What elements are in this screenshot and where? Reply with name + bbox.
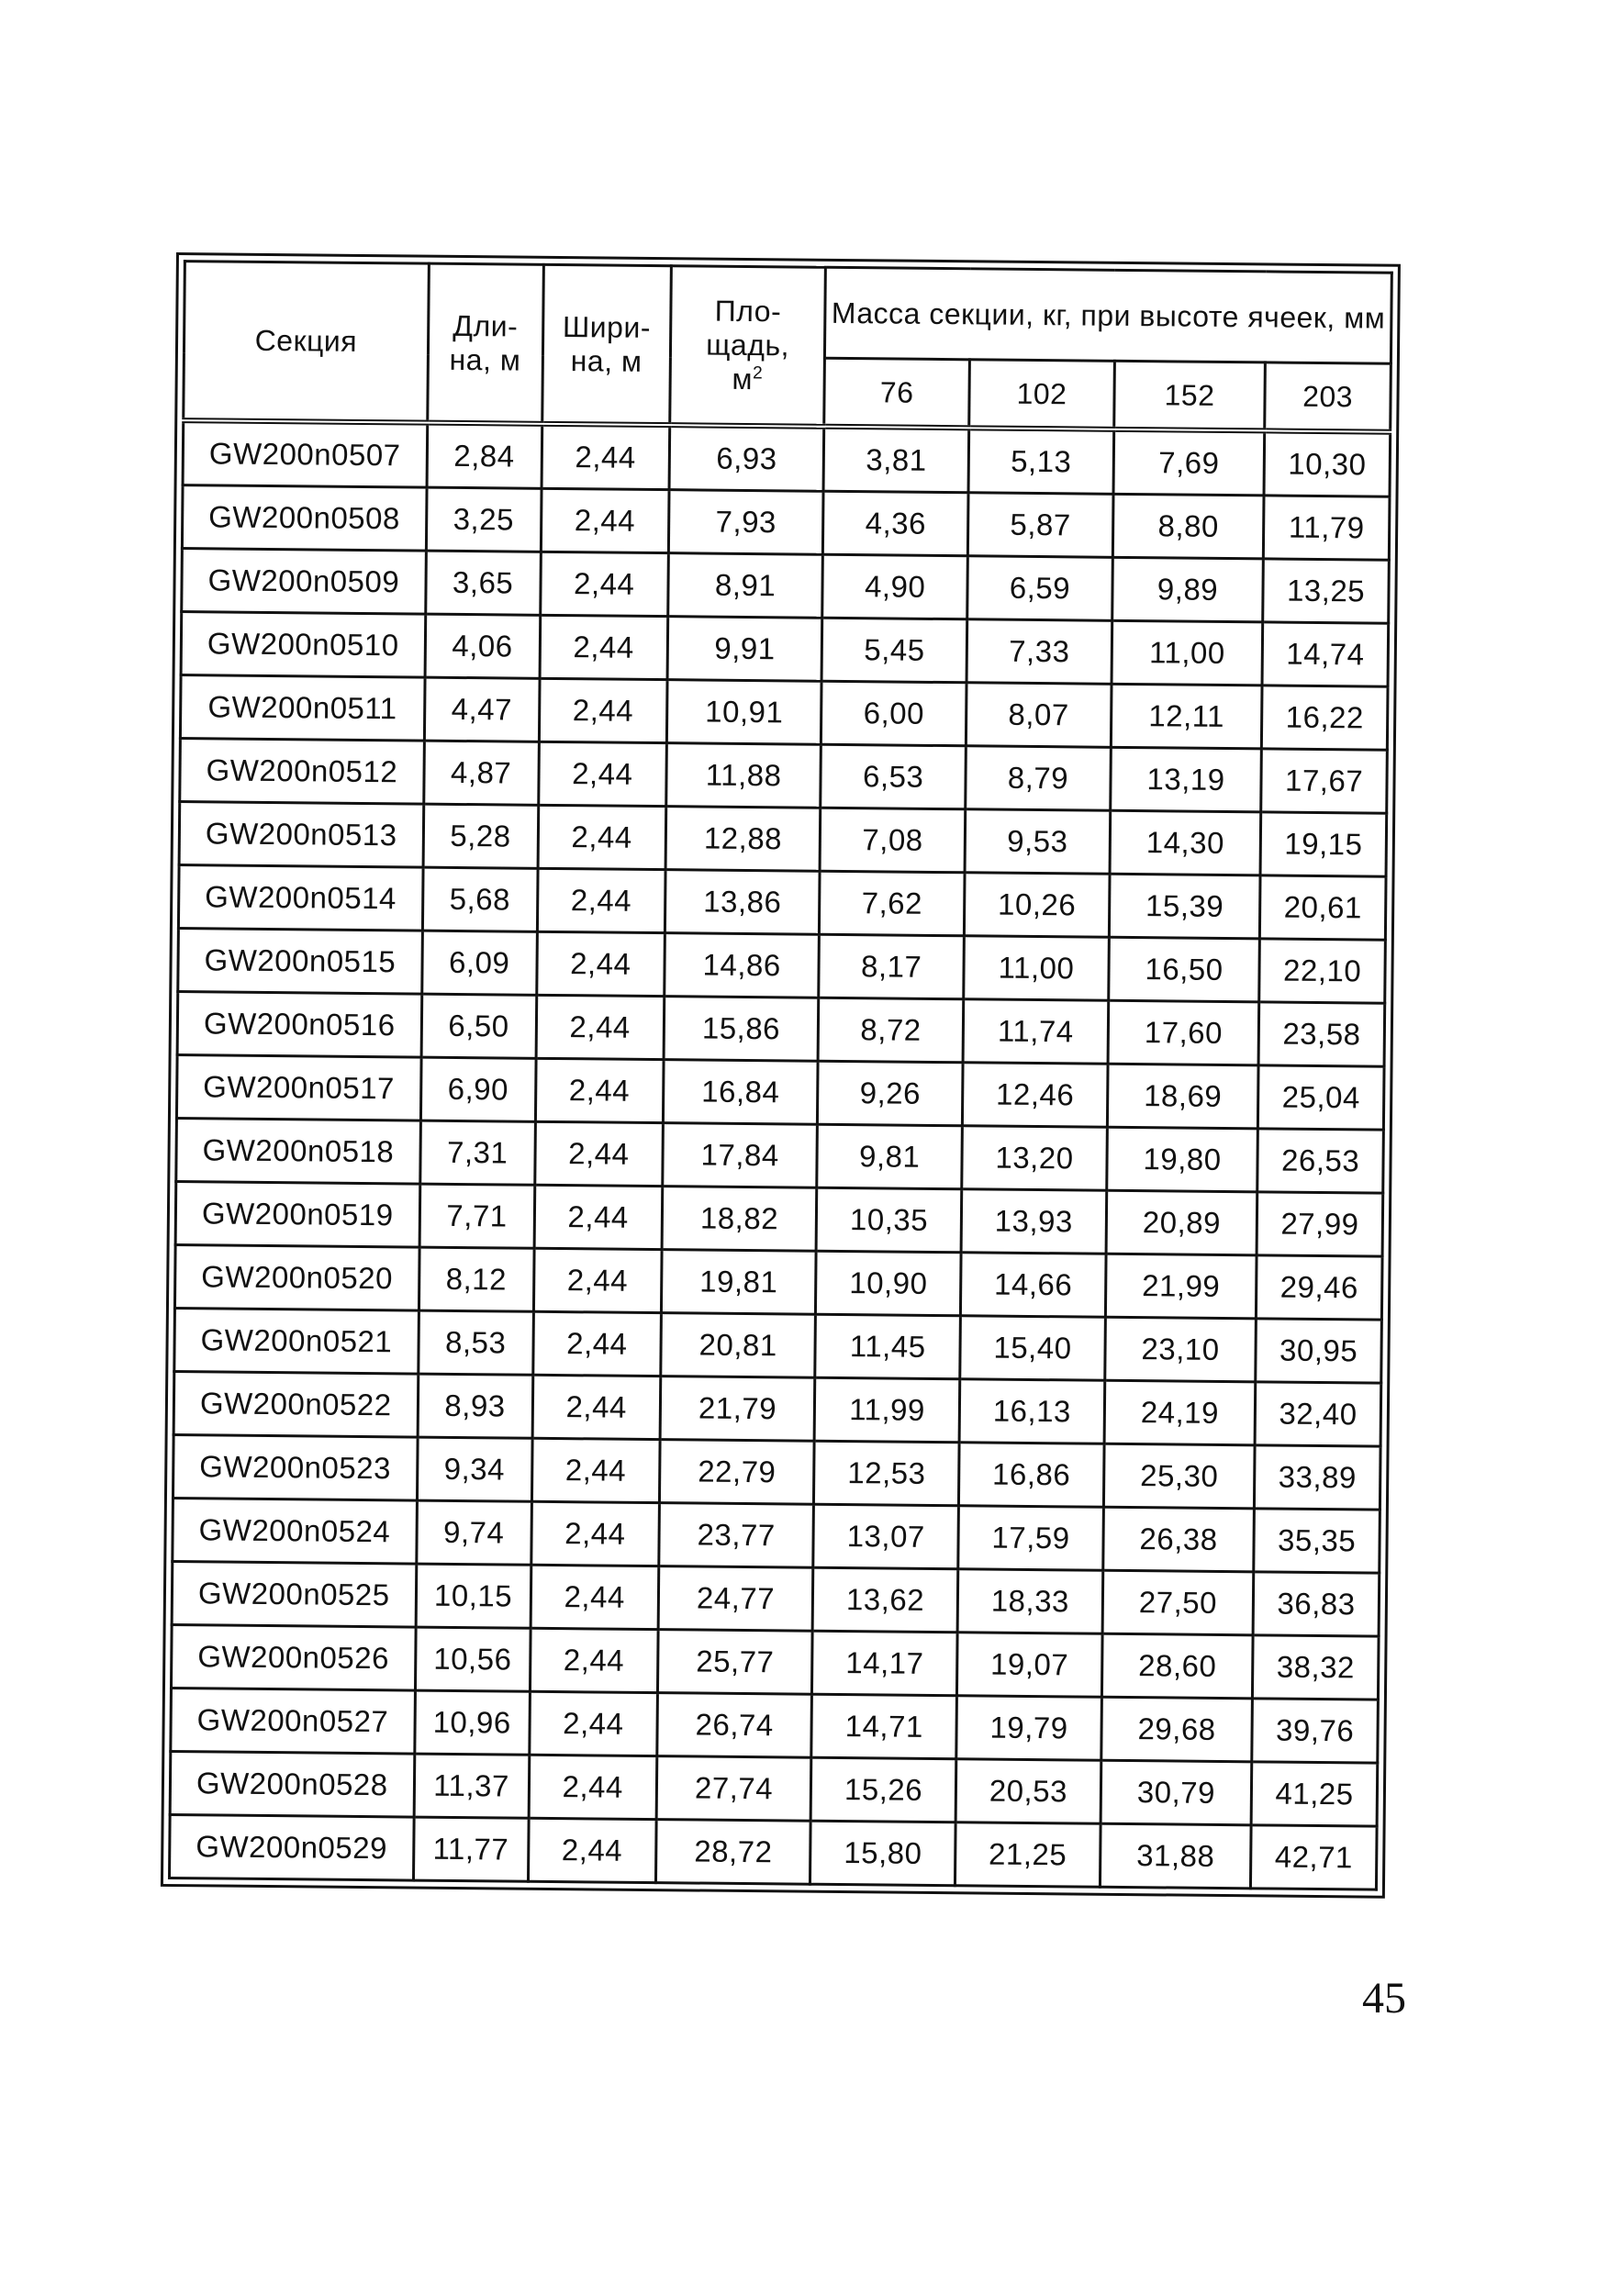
- cell-mass-203: 17,67: [1261, 749, 1387, 813]
- header-height-203: 203: [1265, 362, 1391, 432]
- cell-area: 18,82: [662, 1187, 817, 1252]
- header-length: [427, 263, 543, 424]
- table-row: [174, 1245, 1382, 1321]
- cell-mass-76: 8,72: [818, 998, 963, 1063]
- table-row: [173, 1372, 1381, 1447]
- table-row: [179, 802, 1387, 877]
- cell-area: 21,79: [660, 1376, 815, 1442]
- cell-section: GW200n0514: [178, 865, 422, 931]
- cell-mass-152: 25,30: [1103, 1443, 1255, 1509]
- cell-width: 2,44: [539, 678, 667, 742]
- cell-section: GW200n0519: [175, 1182, 419, 1248]
- cell-area: 7,93: [668, 490, 823, 555]
- cell-width: 2,44: [538, 741, 666, 806]
- cell-width: 2,44: [537, 868, 665, 932]
- cell-mass-152: 18,69: [1107, 1064, 1258, 1129]
- header-height-76: 76: [824, 358, 970, 428]
- cell-length: 3,65: [425, 551, 541, 615]
- cell-area: 22,79: [659, 1440, 814, 1505]
- cell-section: GW200n0527: [171, 1689, 415, 1755]
- cell-mass-203: 11,79: [1264, 496, 1390, 560]
- cell-mass-76: 6,53: [821, 744, 966, 809]
- cell-length: 10,96: [414, 1690, 530, 1755]
- cell-mass-76: 8,17: [819, 934, 964, 999]
- cell-width: 2,44: [535, 1058, 664, 1122]
- cell-mass-203: 42,71: [1251, 1825, 1377, 1889]
- cell-area: 11,88: [666, 743, 821, 808]
- table-row: [172, 1562, 1380, 1637]
- cell-mass-152: 11,00: [1112, 620, 1263, 685]
- cell-section: GW200n0521: [174, 1309, 419, 1375]
- cell-mass-102: 12,46: [962, 1063, 1107, 1128]
- cell-mass-76: 14,71: [811, 1694, 956, 1759]
- cell-mass-102: 11,74: [963, 999, 1108, 1064]
- table-row: [182, 549, 1390, 624]
- cell-width: 2,44: [529, 1755, 657, 1819]
- cell-area: 9,91: [667, 617, 822, 682]
- table-row: [180, 675, 1388, 751]
- cell-mass-203: 30,95: [1256, 1319, 1381, 1383]
- cell-mass-76: 7,62: [820, 871, 965, 936]
- cell-mass-102: 14,66: [960, 1253, 1105, 1318]
- cell-section: GW200n0512: [180, 739, 424, 805]
- cell-length: 2,84: [427, 423, 542, 489]
- cell-length: 3,25: [426, 487, 542, 552]
- cell-mass-203: 14,74: [1262, 622, 1388, 686]
- cell-mass-102: 19,07: [956, 1633, 1101, 1698]
- cell-length: 10,56: [415, 1627, 531, 1691]
- cell-mass-203: 39,76: [1252, 1699, 1378, 1763]
- table-row: [170, 1752, 1378, 1827]
- cell-length: 5,28: [423, 804, 539, 868]
- cell-mass-76: 6,00: [821, 681, 967, 746]
- cell-length: 8,53: [418, 1310, 533, 1375]
- cell-mass-76: 9,26: [818, 1061, 963, 1126]
- cell-width: 2,44: [529, 1691, 657, 1755]
- cell-mass-152: 12,11: [1111, 684, 1262, 749]
- cell-section: GW200n0513: [179, 802, 423, 868]
- table-frame: [161, 252, 1401, 1899]
- cell-mass-102: 16,13: [959, 1379, 1104, 1444]
- cell-mass-203: 16,22: [1262, 685, 1388, 750]
- cell-width: 2,44: [540, 615, 668, 679]
- cell-mass-102: 5,87: [967, 493, 1112, 558]
- cell-area: 17,84: [663, 1123, 818, 1188]
- cell-area: 12,88: [665, 807, 821, 872]
- cell-width: 2,44: [538, 805, 666, 869]
- cell-width: 2,44: [531, 1565, 659, 1629]
- cell-mass-152: 21,99: [1105, 1254, 1257, 1319]
- cell-area: 8,91: [668, 553, 823, 619]
- cell-mass-102: 8,07: [966, 683, 1111, 748]
- cell-mass-152: 9,89: [1112, 557, 1264, 622]
- cell-width: 2,44: [542, 424, 670, 490]
- cell-mass-76: 15,80: [810, 1821, 955, 1886]
- cell-width: 2,44: [540, 552, 668, 616]
- cell-mass-203: 35,35: [1254, 1509, 1380, 1573]
- cell-mass-152: 16,50: [1109, 937, 1260, 1002]
- cell-length: 6,50: [421, 994, 537, 1058]
- cell-mass-152: 30,79: [1101, 1760, 1252, 1825]
- cell-mass-152: 27,50: [1102, 1570, 1254, 1635]
- cell-length: 10,15: [416, 1564, 531, 1628]
- cell-mass-152: 20,89: [1106, 1190, 1257, 1255]
- cell-mass-76: 12,53: [814, 1441, 959, 1506]
- cell-section: GW200n0510: [181, 612, 425, 678]
- header-mass-group: Масса секции, кг, при высоте ячеек, мм: [825, 267, 1392, 363]
- cell-section: GW200n0524: [173, 1499, 417, 1565]
- cell-section: GW200n0516: [177, 992, 421, 1058]
- cell-mass-76: 4,36: [823, 491, 968, 556]
- cell-mass-152: 17,60: [1108, 1000, 1259, 1065]
- cell-mass-102: 20,53: [955, 1759, 1101, 1824]
- table-row: [173, 1499, 1380, 1574]
- cell-mass-203: 13,25: [1263, 559, 1389, 623]
- cell-mass-76: 9,81: [817, 1124, 962, 1189]
- cell-width: 2,44: [531, 1501, 659, 1566]
- cell-mass-152: 13,19: [1111, 747, 1262, 812]
- cell-mass-76: 15,26: [810, 1757, 955, 1822]
- cell-mass-203: 33,89: [1255, 1445, 1380, 1510]
- cell-mass-76: 10,35: [816, 1187, 961, 1253]
- cell-width: 2,44: [533, 1248, 662, 1312]
- table-row: [171, 1625, 1379, 1700]
- cell-mass-152: 14,30: [1110, 810, 1261, 875]
- cell-mass-152: 24,19: [1104, 1380, 1256, 1445]
- cell-area: 10,91: [666, 680, 821, 745]
- table-body: [169, 420, 1390, 1889]
- cell-mass-152: 26,38: [1103, 1507, 1255, 1572]
- cell-mass-76: 4,90: [822, 554, 967, 619]
- cell-mass-203: 25,04: [1258, 1065, 1384, 1130]
- cell-area: 13,86: [665, 870, 820, 935]
- cell-mass-76: 3,81: [823, 427, 968, 493]
- cell-area: 14,86: [665, 933, 820, 998]
- table-row: [178, 865, 1386, 941]
- cell-length: 11,37: [414, 1754, 530, 1818]
- cell-section: GW200n0525: [172, 1562, 416, 1628]
- cell-mass-102: 21,25: [955, 1822, 1100, 1888]
- cell-mass-152: 15,39: [1109, 874, 1260, 939]
- cell-section: GW200n0509: [182, 549, 426, 615]
- cell-length: 7,31: [419, 1120, 535, 1185]
- cell-area: 24,77: [658, 1566, 813, 1632]
- cell-section: GW200n0507: [183, 420, 427, 487]
- cell-mass-203: 27,99: [1257, 1192, 1382, 1256]
- cell-mass-203: 29,46: [1257, 1255, 1382, 1320]
- cell-mass-203: 19,15: [1260, 812, 1386, 876]
- table-row: [182, 485, 1390, 561]
- cell-section: GW200n0508: [182, 485, 426, 552]
- header-area-text: Пло- щадь, м: [706, 294, 790, 396]
- cell-mass-76: 7,08: [820, 808, 965, 873]
- table-row: [177, 992, 1385, 1067]
- cell-area: 26,74: [657, 1693, 812, 1758]
- header-area-superscript: 2: [752, 363, 764, 384]
- cell-mass-152: 28,60: [1101, 1633, 1253, 1699]
- table-row: [173, 1435, 1380, 1510]
- table-row: [171, 1689, 1379, 1764]
- cell-width: 2,44: [541, 488, 669, 552]
- cell-area: 15,86: [664, 997, 819, 1062]
- table-row: [176, 1055, 1384, 1131]
- cell-width: 2,44: [536, 931, 665, 996]
- cell-mass-152: 8,80: [1112, 494, 1264, 559]
- cell-length: 4,87: [423, 741, 539, 805]
- header-area: [670, 266, 826, 427]
- cell-section: GW200n0518: [176, 1119, 420, 1185]
- table-row: [169, 1815, 1377, 1890]
- cell-mass-76: 13,62: [812, 1567, 957, 1633]
- cell-mass-76: 10,90: [816, 1251, 961, 1316]
- cell-mass-102: 15,40: [960, 1316, 1105, 1381]
- header-row-1: [184, 262, 1391, 364]
- cell-mass-102: 7,33: [967, 619, 1112, 685]
- cell-area: 19,81: [661, 1250, 816, 1315]
- cell-section: GW200n0522: [173, 1372, 418, 1438]
- cell-mass-203: 32,40: [1255, 1382, 1380, 1446]
- cell-width: 2,44: [534, 1121, 663, 1186]
- cell-mass-76: 13,07: [813, 1504, 958, 1569]
- cell-mass-102: 5,13: [968, 428, 1113, 494]
- cell-length: 7,71: [419, 1184, 535, 1248]
- cell-length: 4,47: [424, 677, 540, 741]
- cell-mass-102: 16,86: [958, 1443, 1103, 1508]
- cell-mass-102: 11,00: [964, 936, 1109, 1001]
- cell-mass-102: 10,26: [964, 873, 1109, 938]
- cell-mass-203: 36,83: [1253, 1572, 1379, 1636]
- cell-length: 6,90: [420, 1057, 536, 1121]
- cell-mass-102: 9,53: [965, 809, 1110, 875]
- table-row: [183, 420, 1391, 496]
- cell-mass-102: 6,59: [967, 556, 1112, 621]
- cell-length: 4,06: [425, 614, 541, 678]
- cell-width: 2,44: [532, 1311, 661, 1376]
- cell-length: 8,93: [418, 1374, 533, 1438]
- cell-section: GW200n0523: [173, 1435, 417, 1501]
- table-row: [175, 1182, 1383, 1257]
- cell-section: GW200n0529: [169, 1815, 413, 1881]
- cell-mass-203: 10,30: [1264, 430, 1390, 496]
- cell-mass-102: 8,79: [966, 746, 1111, 811]
- table-row: [176, 1119, 1384, 1194]
- cell-width: 2,44: [534, 1185, 663, 1249]
- table-row: [180, 739, 1388, 814]
- cell-area: 27,74: [656, 1756, 811, 1822]
- cell-mass-76: 14,17: [812, 1631, 957, 1696]
- cell-length: 9,34: [417, 1437, 532, 1501]
- cell-area: 6,93: [669, 425, 824, 491]
- cell-mass-203: 41,25: [1251, 1762, 1377, 1826]
- header-width-text: Шири- на, м: [562, 309, 652, 378]
- header-width: [542, 264, 671, 425]
- cell-area: 25,77: [657, 1630, 812, 1695]
- table-row: [181, 612, 1389, 687]
- cell-area: 28,72: [655, 1820, 810, 1885]
- cell-mass-203: 38,32: [1253, 1635, 1379, 1700]
- cell-section: GW200n0515: [178, 929, 422, 995]
- table-row: [178, 929, 1386, 1004]
- cell-mass-203: 26,53: [1257, 1129, 1383, 1193]
- cell-mass-102: 18,33: [957, 1569, 1102, 1634]
- cell-mass-203: 20,61: [1260, 875, 1386, 940]
- cell-section: GW200n0517: [176, 1055, 420, 1121]
- cell-mass-203: 23,58: [1258, 1002, 1384, 1066]
- cell-section: GW200n0511: [180, 675, 424, 741]
- section-mass-table: [168, 260, 1393, 1891]
- header-section: Секция: [184, 262, 429, 423]
- cell-area: 23,77: [659, 1503, 814, 1568]
- cell-section: GW200n0520: [174, 1245, 419, 1311]
- cell-mass-102: 17,59: [958, 1506, 1103, 1571]
- cell-width: 2,44: [530, 1628, 658, 1692]
- cell-length: 9,74: [416, 1500, 531, 1565]
- cell-mass-152: 31,88: [1100, 1823, 1251, 1889]
- cell-mass-152: 7,69: [1113, 429, 1265, 496]
- header-height-152: 152: [1114, 361, 1266, 430]
- cell-mass-152: 19,80: [1107, 1127, 1258, 1192]
- cell-mass-152: 29,68: [1101, 1697, 1253, 1762]
- cell-area: 16,84: [663, 1060, 818, 1125]
- cell-mass-102: 13,20: [962, 1126, 1107, 1191]
- cell-width: 2,44: [531, 1438, 660, 1502]
- cell-mass-76: 5,45: [821, 618, 967, 683]
- cell-section: GW200n0528: [170, 1752, 414, 1818]
- header-height-102: 102: [969, 360, 1115, 429]
- cell-length: 6,09: [421, 931, 537, 995]
- cell-width: 2,44: [532, 1375, 661, 1439]
- cell-length: 11,77: [413, 1817, 529, 1881]
- cell-length: 8,12: [419, 1247, 534, 1311]
- cell-length: 5,68: [422, 867, 538, 931]
- cell-width: 2,44: [536, 995, 665, 1059]
- cell-mass-102: 13,93: [961, 1189, 1106, 1254]
- cell-mass-76: 11,99: [814, 1377, 959, 1443]
- cell-section: GW200n0526: [171, 1625, 415, 1691]
- cell-mass-102: 19,79: [956, 1696, 1101, 1761]
- cell-width: 2,44: [528, 1818, 656, 1882]
- cell-mass-76: 11,45: [815, 1314, 960, 1379]
- cell-area: 20,81: [661, 1313, 816, 1378]
- header-length-text: Дли- на, м: [449, 308, 521, 377]
- table-row: [174, 1309, 1382, 1384]
- cell-mass-203: 22,10: [1259, 939, 1385, 1003]
- cell-mass-152: 23,10: [1105, 1317, 1257, 1382]
- page-number: 45: [1362, 1974, 1406, 2023]
